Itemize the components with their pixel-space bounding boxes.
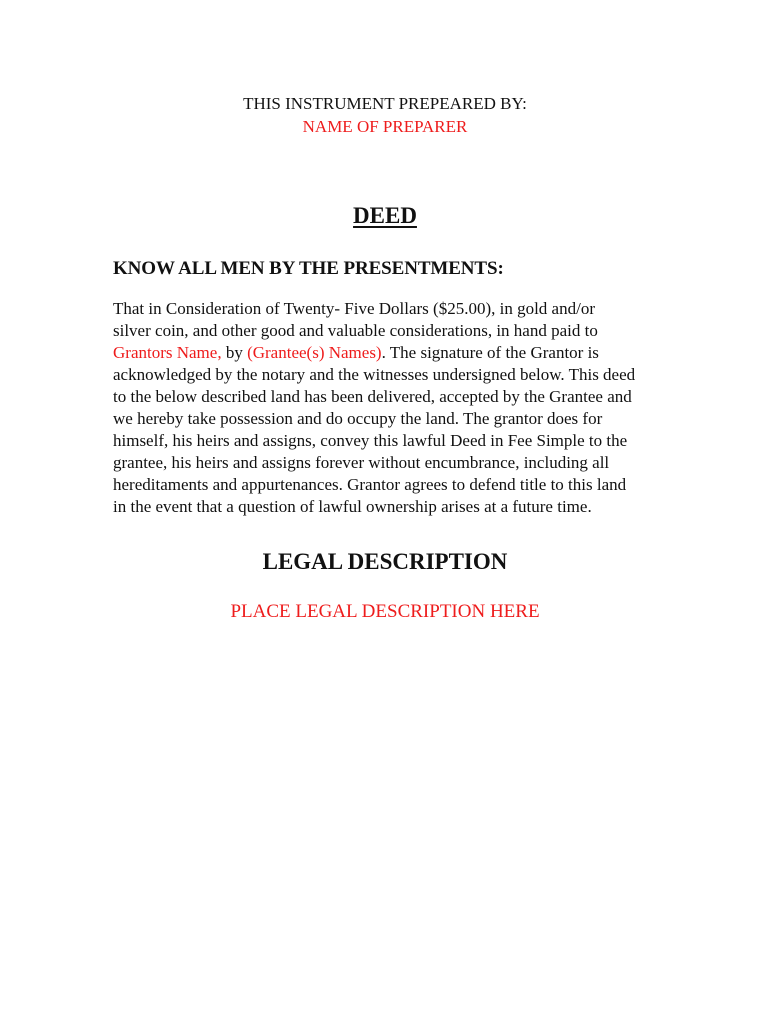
paragraph-text: . The signature of the Grantor is: [381, 343, 599, 362]
legal-description-placeholder: PLACE LEGAL DESCRIPTION HERE: [230, 601, 540, 622]
paragraph-line: to the below described land has been delivered, accepted by the Grantee and: [113, 387, 632, 406]
paragraph-line: That in Consideration of Twenty- Five Dollars ($25.00), in gold and/or: [113, 299, 595, 318]
paragraph-line: silver coin, and other good and valuable considerations, in hand paid to: [113, 321, 598, 340]
preparer-name-placeholder: NAME OF PREPARER: [302, 117, 468, 136]
grantors-name-placeholder: Grantors Name,: [113, 343, 222, 362]
consideration-paragraph: [113, 298, 673, 518]
paragraph-line: grantee, his heirs and assigns forever without encumbrance, including all: [113, 453, 610, 472]
paragraph-line: acknowledged by the notary and the witnesses undersigned below. This deed: [113, 365, 636, 384]
paragraph-line: we hereby take possession and do occupy the land. The grantor does for: [113, 409, 603, 428]
prepared-by-label: THIS INSTRUMENT PREPEARED BY:: [243, 94, 527, 113]
legal-description-title: LEGAL DESCRIPTION: [262, 549, 508, 574]
prepared-by-block: [0, 93, 770, 138]
paragraph-line: himself, his heirs and assigns, convey this lawful Deed in Fee Simple to the: [113, 431, 628, 450]
by-text: by: [221, 343, 248, 362]
deed-title: DEED: [353, 203, 417, 228]
paragraph-line: in the event that a question of lawful ownership arises at a future time.: [113, 497, 592, 516]
paragraph-line: hereditaments and appurtenances. Grantor agrees to defend title to this land: [113, 475, 627, 494]
grantee-names-placeholder: (Grantee(s) Names): [247, 343, 382, 362]
deed-subtitle: KNOW ALL MEN BY THE PRESENTMENTS:: [113, 258, 504, 279]
paragraph-line: [113, 342, 673, 364]
